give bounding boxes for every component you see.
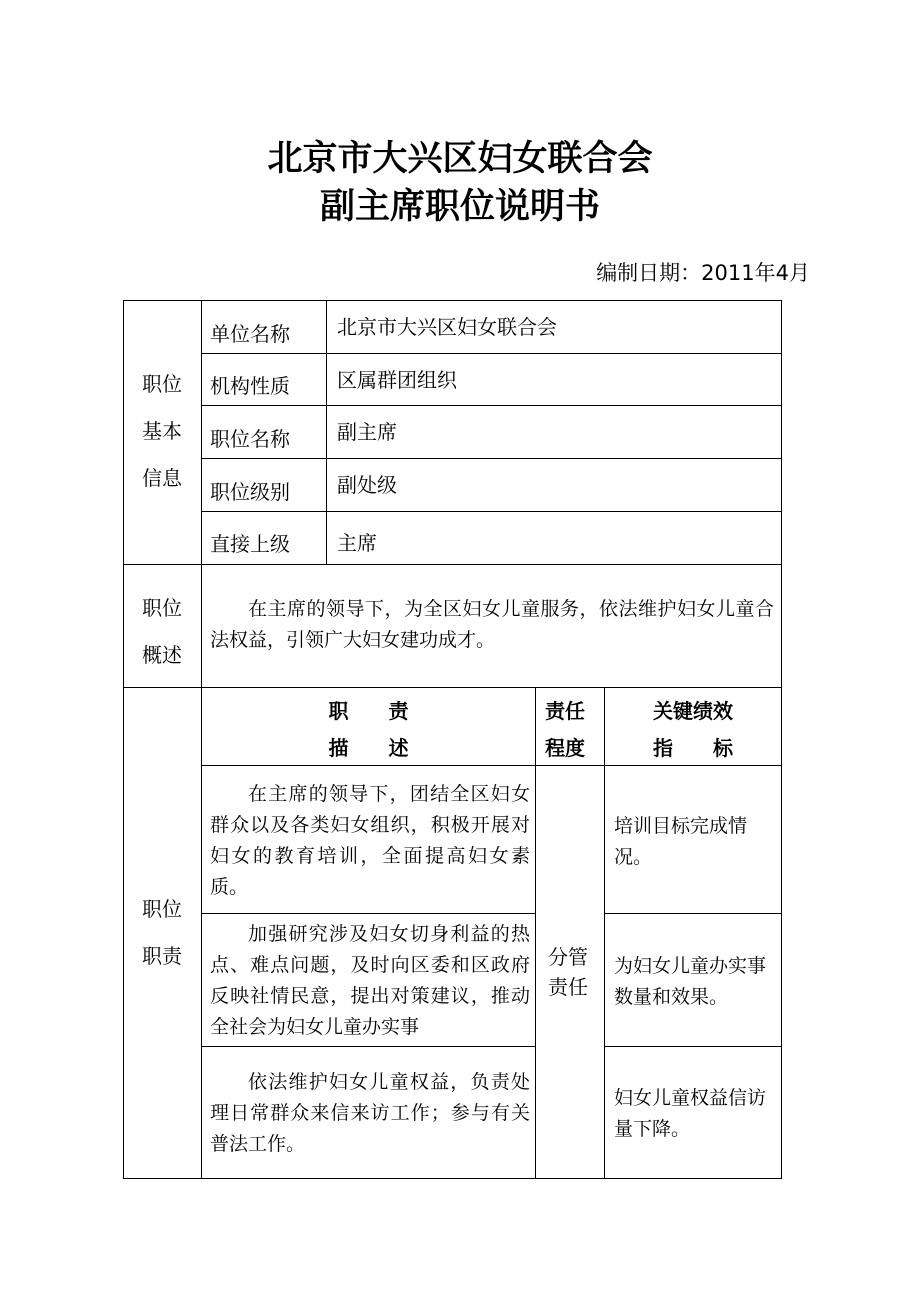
compile-date: 编制日期：2011年4月 [596, 261, 810, 285]
unit-name-value: 北京市大兴区妇女联合会 [337, 315, 557, 339]
duty-description-header: 职 责 描 述 [328, 699, 409, 760]
duties-label: 职位 职责 [142, 897, 182, 968]
unit-name-label: 单位名称 [210, 322, 290, 346]
direct-superior-value: 主席 [337, 531, 377, 555]
duty-description: 依法维护妇女儿童权益，负责处理日常群众来信来访工作；参与有关普法工作。 [210, 1071, 530, 1155]
kpi-text: 培训目标完成情况。 [614, 815, 748, 868]
document-title-line1: 北京市大兴区妇女联合会 [267, 139, 653, 179]
position-level-value: 副处级 [337, 473, 397, 497]
position-level-label: 职位级别 [210, 480, 290, 504]
position-name-label: 职位名称 [210, 427, 290, 451]
position-name-value: 副主席 [337, 420, 397, 444]
degree-value: 分管 责任 [548, 945, 588, 999]
overview-label: 职位 概述 [142, 596, 182, 667]
degree-header: 责任 程度 [545, 699, 585, 760]
duty-description: 加强研究涉及妇女切身利益的热点、难点问题，及时向区委和区政府反映社情民意，提出对策建议，推动全社会为妇女儿童办实事 [210, 923, 530, 1038]
org-nature-value: 区属群团组织 [337, 368, 457, 392]
overview-text: 在主席的领导下，为全区妇女儿童服务，依法维护妇女儿童合法权益，引领广大妇女建功成才。 [210, 598, 774, 651]
info-row-5-value-cell [326, 511, 782, 565]
direct-superior-label: 直接上级 [210, 532, 290, 556]
kpi-text: 妇女儿童权益信访量下降。 [614, 1087, 767, 1140]
document-title-line2: 副主席职位说明书 [319, 187, 600, 227]
org-nature-label: 机构性质 [210, 374, 290, 398]
basic-info-label: 职位 基本 信息 [142, 372, 182, 490]
duty-description: 在主席的领导下，团结全区妇女群众以及各类妇女组织，积极开展对妇女的教育培训，全面提高妇女素质。 [210, 783, 530, 898]
kpi-header: 关键绩效 指 标 [653, 699, 733, 760]
kpi-text: 为妇女儿童办实事数量和效果。 [614, 955, 767, 1008]
